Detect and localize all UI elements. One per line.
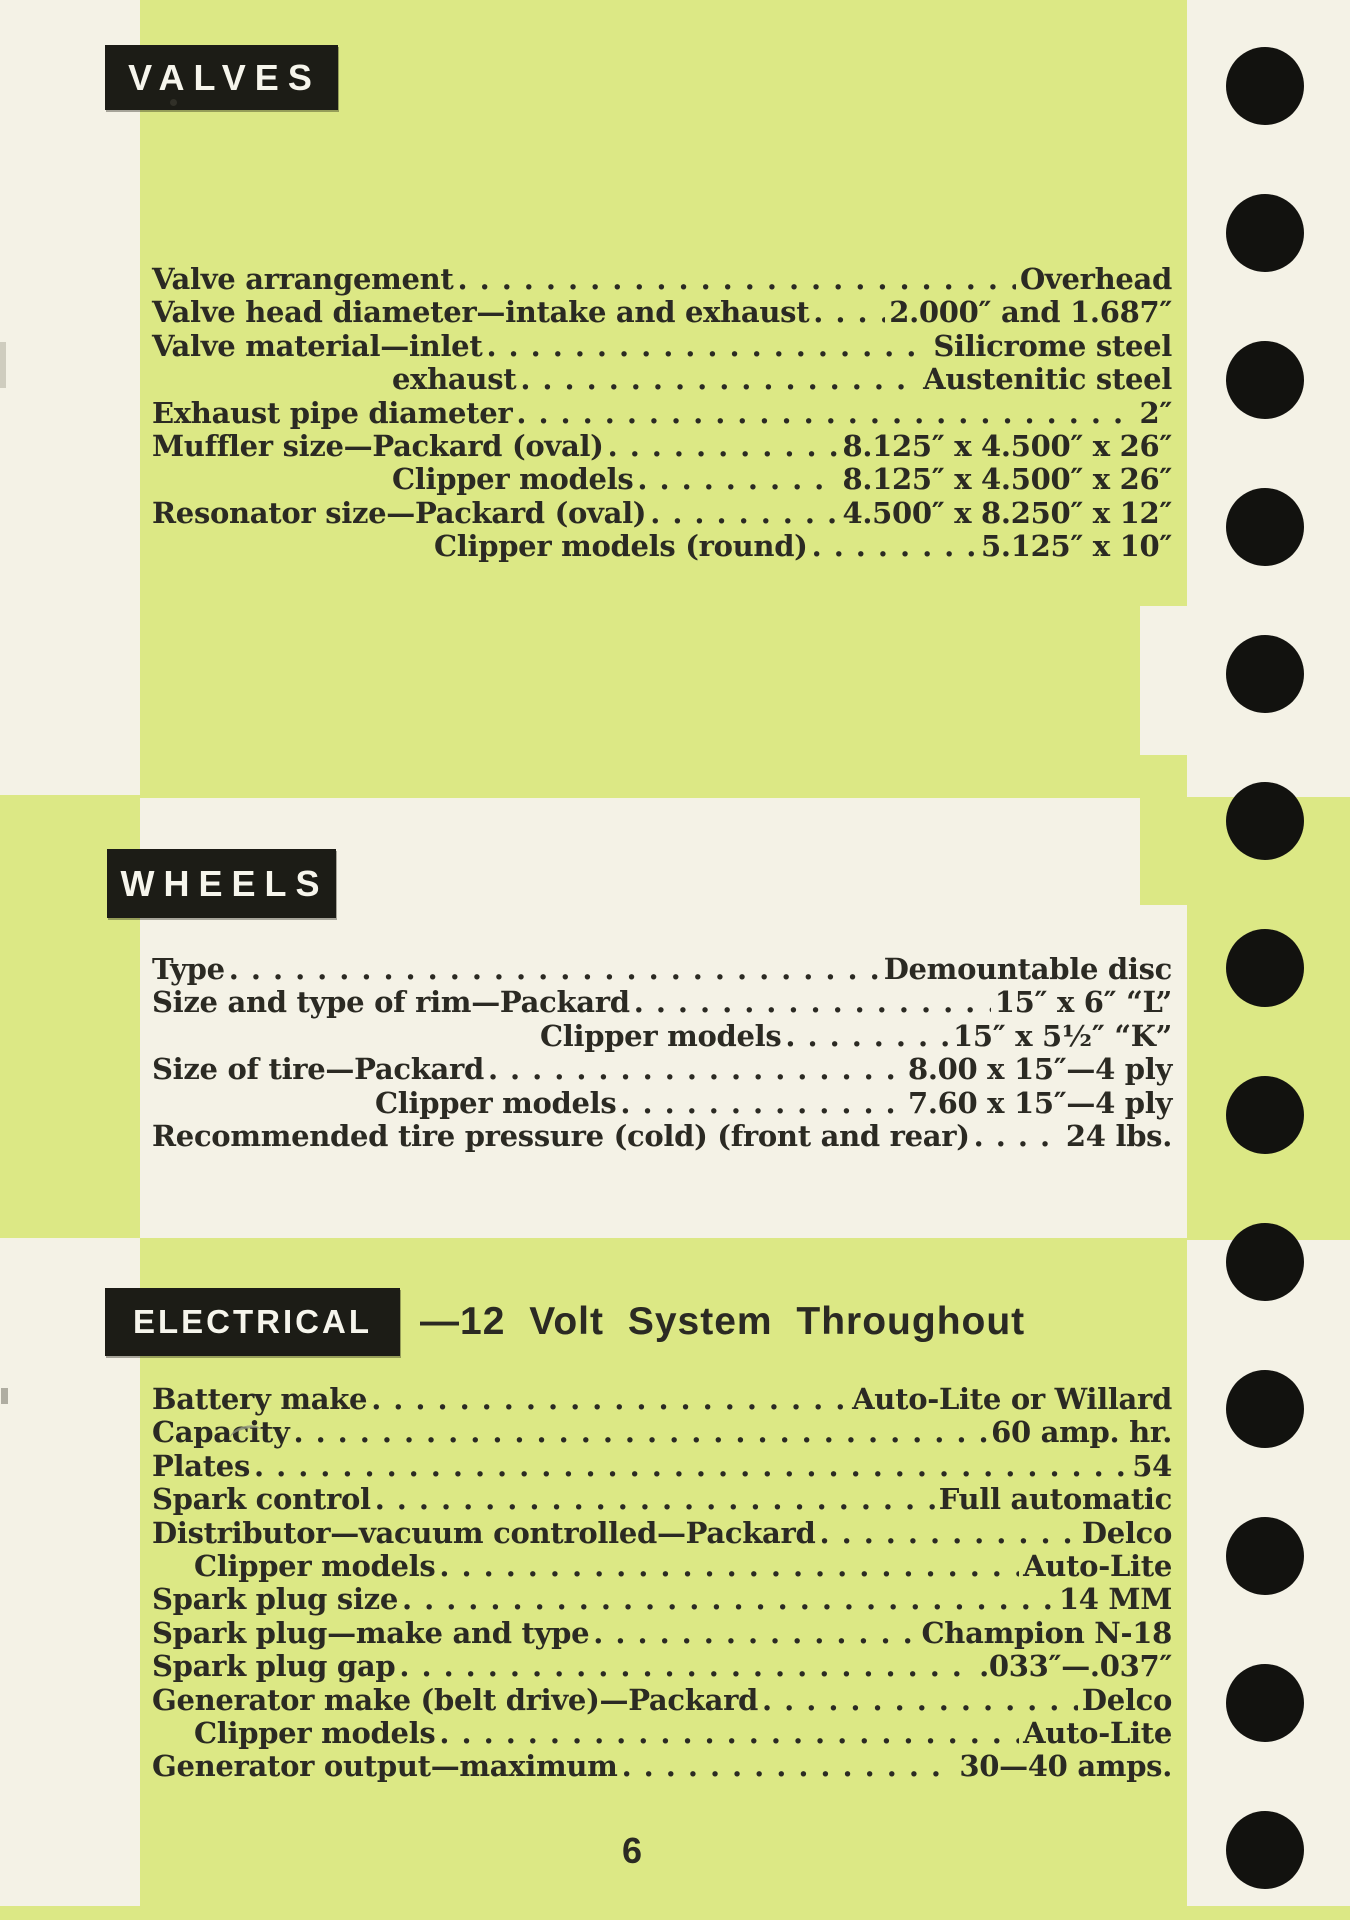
spec-label: Clipper models: [194, 1548, 436, 1583]
spec-label: Generator make (belt drive)—Packard: [152, 1682, 759, 1717]
background-green-bottom-edge: [0, 1906, 1350, 1920]
dot-leader: [486, 330, 929, 363]
spec-label: Valve material—inlet: [152, 328, 483, 363]
spec-row: [152, 363, 1172, 396]
spec-row: [152, 430, 1172, 463]
spec-label: Exhaust pipe diameter: [152, 395, 513, 430]
ink-speck: [170, 99, 177, 106]
spec-label: Spark plug—make and type: [152, 1615, 590, 1650]
dot-leader: [762, 1684, 1078, 1717]
dot-leader: [402, 1583, 1055, 1616]
dot-leader: [458, 263, 1016, 296]
dot-leader: [608, 430, 839, 463]
spec-row: [152, 463, 1172, 496]
spec-value: Auto-Lite: [1023, 1548, 1172, 1583]
spec-label: Spark control: [152, 1482, 371, 1517]
wheels-spec-list: [152, 953, 1172, 1153]
section-header-valves: [105, 45, 338, 110]
spec-row: [152, 1087, 1172, 1120]
spec-value: Demountable disc: [883, 952, 1172, 986]
dot-leader: [254, 1450, 1128, 1483]
spec-row: [152, 1053, 1172, 1086]
spec-label: Spark plug gap: [152, 1649, 396, 1684]
dot-leader: [785, 1020, 949, 1053]
spec-label: Valve arrangement: [152, 262, 454, 296]
binding-hole: [1226, 47, 1304, 125]
spec-value: 14 MM: [1058, 1582, 1172, 1617]
spec-value: 5.125″ x 10″: [981, 529, 1172, 564]
electrical-subtitle: —12 Volt System Throughout: [420, 1300, 1026, 1343]
spec-label: Size and type of rim—Packard: [152, 985, 630, 1020]
page-edge-mark: [1, 1388, 8, 1404]
dot-leader: [488, 1053, 904, 1086]
binding-hole: [1226, 1811, 1304, 1889]
spec-row: [152, 1717, 1172, 1750]
spec-value: 54: [1132, 1448, 1172, 1483]
binding-hole: [1226, 1370, 1304, 1448]
spec-value: Champion N-18: [921, 1615, 1172, 1650]
section-title: WHEELS: [120, 862, 329, 904]
binding-hole: [1226, 1223, 1304, 1301]
spec-value: Auto-Lite or Willard: [852, 1382, 1172, 1416]
spec-row: [152, 1650, 1172, 1683]
spec-row: [152, 1483, 1172, 1516]
spec-value: 30—40 amps.: [959, 1749, 1172, 1784]
section-title: ELECTRICAL: [133, 1303, 372, 1340]
spec-label: Clipper models: [375, 1085, 617, 1120]
spec-label: Type: [152, 952, 225, 986]
binding-hole: [1226, 929, 1304, 1007]
dot-leader: [439, 1717, 1019, 1750]
dot-leader: [371, 1383, 848, 1416]
background-cream-notch: [1140, 606, 1187, 756]
spec-label: Generator output—maximum: [152, 1749, 618, 1784]
binding-hole: [1226, 341, 1304, 419]
dot-leader: [593, 1617, 917, 1650]
dot-leader: [974, 1120, 1062, 1153]
spec-label: Clipper models: [392, 462, 634, 497]
spec-value: 2″: [1139, 395, 1172, 430]
spec-row: [152, 1020, 1172, 1053]
page-edge-mark: [0, 342, 6, 388]
spec-row: [152, 1517, 1172, 1550]
dot-leader: [439, 1550, 1019, 1583]
spec-value: Overhead: [1019, 262, 1172, 296]
dot-leader: [637, 463, 838, 496]
dot-leader: [520, 363, 919, 396]
spec-value: 60 amp. hr.: [991, 1415, 1172, 1450]
spec-row: [152, 1684, 1172, 1717]
spec-row: [152, 1550, 1172, 1583]
spec-row: [152, 296, 1172, 329]
dot-leader: [516, 397, 1135, 430]
spec-value: 2.000″ and 1.687″: [889, 295, 1172, 330]
spec-value: 4.500″ x 8.250″ x 12″: [842, 495, 1172, 530]
binding-hole: [1226, 194, 1304, 272]
spec-value: Delco: [1081, 1515, 1172, 1550]
spec-value: 7.60 x 15″—4 ply: [907, 1085, 1172, 1120]
spec-value: Silicrome steel: [933, 328, 1172, 363]
spec-label: Clipper models: [194, 1715, 436, 1750]
spec-value: Austenitic steel: [923, 362, 1172, 397]
dot-leader: [622, 1750, 956, 1783]
binding-hole: [1226, 488, 1304, 566]
spec-label: Battery make: [152, 1382, 368, 1416]
spec-row: [152, 1617, 1172, 1650]
spec-label: Recommended tire pressure (cold) (front and rear): [152, 1118, 970, 1153]
spec-value: Delco: [1081, 1682, 1172, 1717]
binding-hole: [1226, 782, 1304, 860]
spec-row: [152, 530, 1172, 563]
dot-leader: [293, 1416, 987, 1449]
spec-value: 24 lbs.: [1065, 1118, 1172, 1153]
spec-label: Plates: [152, 1448, 250, 1483]
dot-leader: [375, 1483, 935, 1516]
spec-row: [152, 986, 1172, 1019]
dot-leader: [634, 986, 991, 1019]
spec-value: 15″ x 6″ “L”: [994, 985, 1172, 1020]
spec-label: Clipper models: [540, 1018, 782, 1053]
binding-hole: [1226, 635, 1304, 713]
spec-label: Resonator size—Packard (oval): [152, 495, 647, 530]
dot-leader: [813, 296, 885, 329]
spec-value: 8.125″ x 4.500″ x 26″: [842, 428, 1172, 463]
spec-value: Auto-Lite: [1023, 1715, 1172, 1750]
section-header-electrical: [105, 1288, 400, 1356]
spec-row: [152, 497, 1172, 530]
binding-hole: [1226, 1664, 1304, 1742]
spec-row: [152, 1383, 1172, 1416]
spec-label: exhaust: [392, 362, 517, 397]
dot-leader: [812, 530, 977, 563]
spec-row: [152, 1120, 1172, 1153]
dot-leader: [229, 953, 880, 986]
section-header-wheels: [107, 849, 336, 918]
spec-label: Spark plug size: [152, 1582, 398, 1617]
electrical-spec-list: [152, 1383, 1172, 1784]
valves-spec-list: [152, 263, 1172, 564]
spec-row: [152, 1416, 1172, 1449]
page-number: 6: [621, 1830, 643, 1871]
binding-hole: [1226, 1517, 1304, 1595]
spec-label: Size of tire—Packard: [152, 1052, 484, 1087]
spec-label: Capacity: [152, 1415, 290, 1450]
spec-value: .033″—.037″: [979, 1649, 1172, 1684]
spec-row: [152, 1450, 1172, 1483]
spec-row: [152, 397, 1172, 430]
background-green-right: [1187, 797, 1350, 1240]
spec-value: 8.125″ x 4.500″ x 26″: [842, 462, 1172, 497]
spec-label: Valve head diameter—intake and exhaust: [152, 295, 810, 330]
dot-leader: [620, 1087, 904, 1120]
spec-value: Full automatic: [938, 1482, 1172, 1517]
spec-row: [152, 1583, 1172, 1616]
spec-value: 15″ x 5½″ “K”: [953, 1018, 1172, 1053]
spec-label: Distributor—vacuum controlled—Packard: [152, 1515, 816, 1550]
dot-leader: [399, 1650, 975, 1683]
spec-row: [152, 263, 1172, 296]
dot-leader: [820, 1517, 1078, 1550]
spec-label: Clipper models (round): [434, 529, 808, 564]
spec-label: Muffler size—Packard (oval): [152, 428, 604, 463]
section-title: VALVES: [128, 56, 321, 98]
spec-row: [152, 1750, 1172, 1783]
dot-leader: [650, 497, 838, 530]
spec-value: 8.00 x 15″—4 ply: [907, 1052, 1172, 1087]
background-green-right-step: [1140, 755, 1187, 905]
spec-row: [152, 953, 1172, 986]
binding-hole: [1226, 1076, 1304, 1154]
spec-row: [152, 330, 1172, 363]
